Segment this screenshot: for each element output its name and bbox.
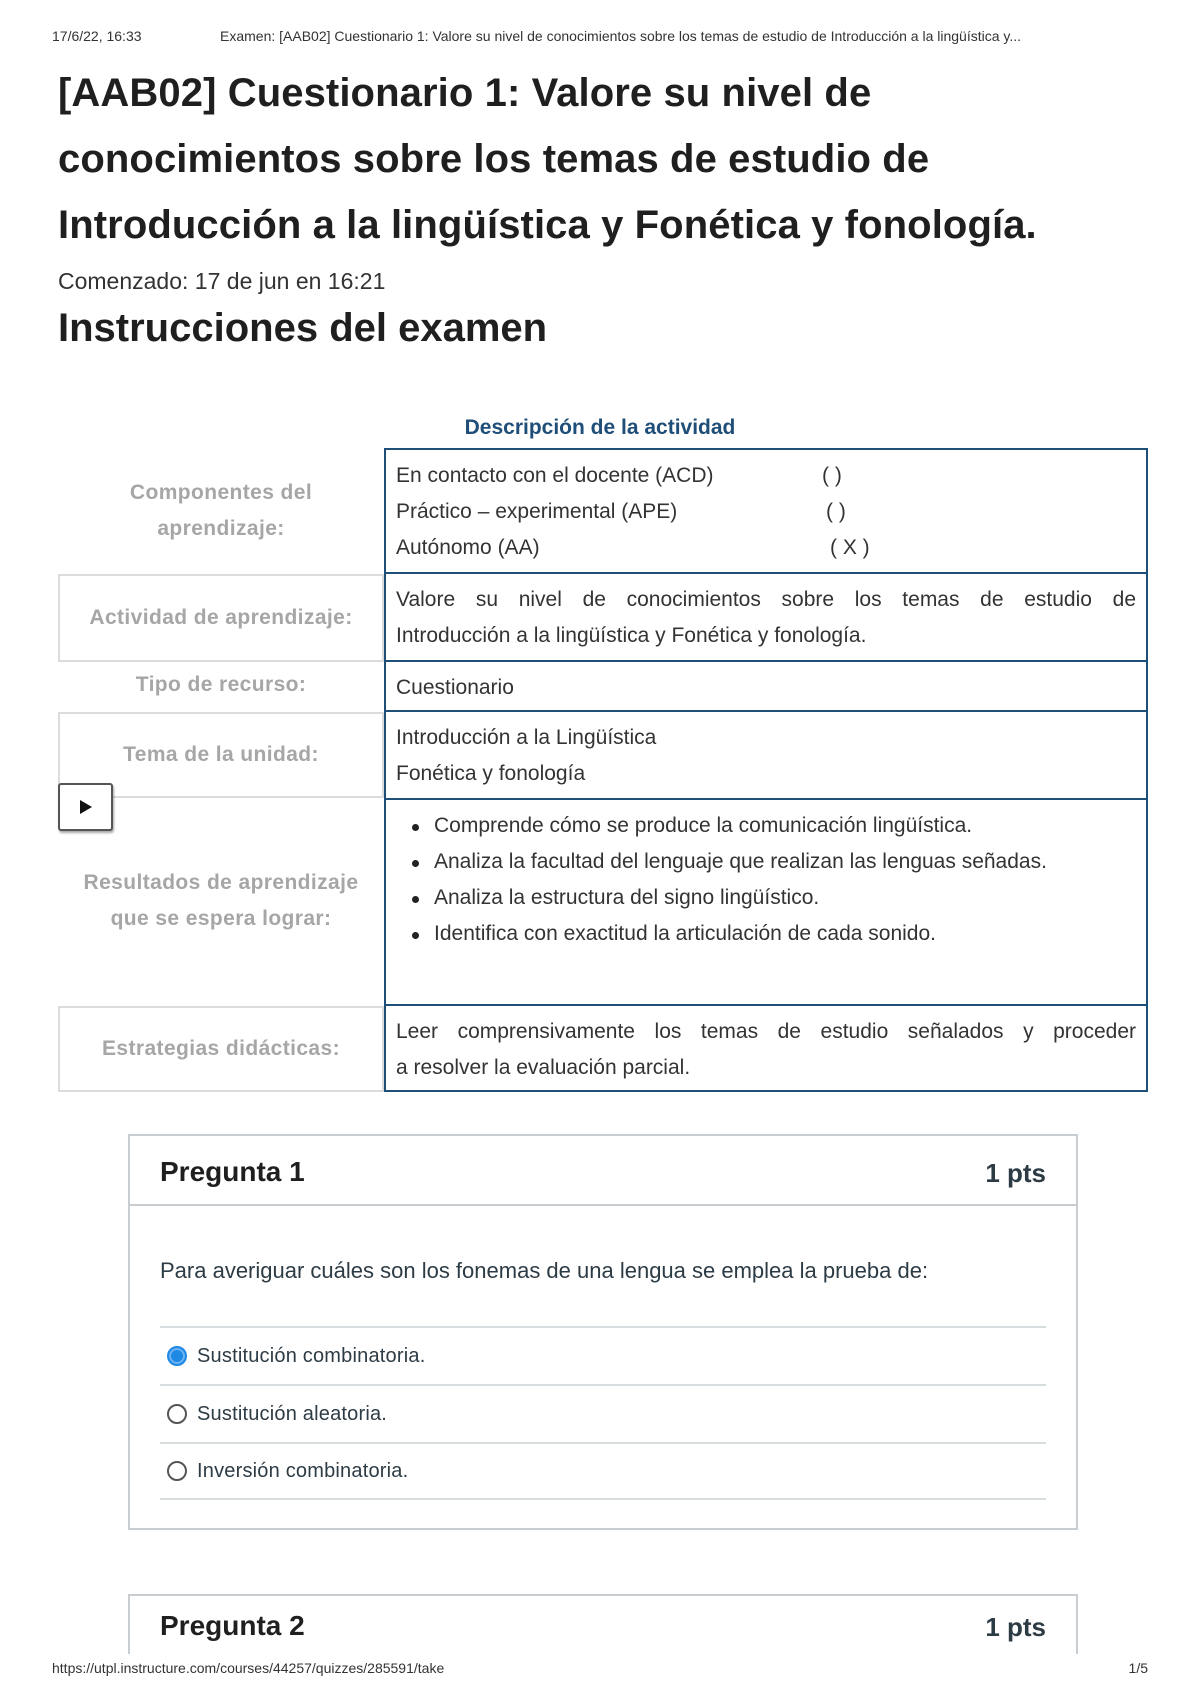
components-label: [58, 448, 384, 574]
quiz-title-line: conocimientos sobre los temas de estudio de: [58, 137, 930, 181]
question-name: Pregunta 2: [160, 1610, 305, 1641]
component-item-mark: ( X ): [830, 536, 870, 559]
list-item: Analiza la estructura del signo lingüístico.: [396, 880, 1136, 916]
unit-topic-line: Introducción a la Lingüística: [396, 726, 657, 749]
answer-label[interactable]: Inversión combinatoria.: [197, 1459, 409, 1482]
component-item-mark: ( ): [822, 464, 842, 487]
strategies-line: a resolver la evaluación parcial.: [396, 1056, 691, 1079]
activity-value-line: Valore su nivel de conocimientos sobre los temas de estudio de: [396, 588, 1136, 611]
play-button[interactable]: [58, 783, 113, 831]
question-points: 1 pts: [985, 1612, 1046, 1642]
instructions-heading: Instrucciones del examen: [58, 306, 548, 350]
question-header: [130, 1596, 1076, 1656]
started-timestamp: Comenzado: 17 de jun en 16:21: [58, 268, 386, 294]
quiz-title-line: Introducción a la lingüística y Fonética y fonología.: [58, 203, 1037, 247]
radio-unselected[interactable]: [167, 1404, 187, 1424]
resource-type-label: Tipo de recurso:: [135, 673, 307, 696]
print-footer: [52, 1660, 1148, 1680]
learning-results-value: [384, 798, 1148, 1006]
component-item: [396, 494, 1136, 530]
component-item-text: Autónomo (AA): [396, 536, 540, 559]
print-header: [52, 28, 1148, 48]
component-item: [396, 458, 1136, 494]
answer-option[interactable]: [160, 1384, 1046, 1442]
print-url: https://utpl.instructure.com/courses/44257/quizzes/285591/take: [52, 1660, 445, 1676]
strategies-label: Estrategias didácticas:: [58, 1006, 384, 1092]
components-value: [384, 448, 1148, 574]
quiz-title-line: [AAB02] Cuestionario 1: Valore su nivel de: [58, 71, 872, 115]
component-item: [396, 530, 1136, 566]
question-points: 1 pts: [985, 1158, 1046, 1188]
answer-label[interactable]: Sustitución aleatoria.: [197, 1402, 388, 1425]
list-item: Identifica con exactitud la articulación de cada sonido.: [396, 916, 1136, 952]
components-label-line: aprendizaje:: [157, 517, 285, 540]
list-item: Analiza la facultad del lenguaje que realizan las lenguas señadas.: [396, 844, 1136, 880]
unit-topic-line: Fonética y fonología: [396, 762, 586, 785]
component-item-text: Práctico – experimental (APE): [396, 500, 678, 523]
answer-label[interactable]: Sustitución combinatoria.: [197, 1344, 426, 1367]
answer-option[interactable]: [160, 1326, 1046, 1384]
strategies-line: Leer comprensivamente los temas de estudio señalados y proceder: [396, 1020, 1136, 1043]
activity-label: Actividad de aprendizaje:: [58, 574, 384, 662]
question-name: Pregunta 1: [160, 1156, 305, 1187]
answer-option[interactable]: [160, 1442, 1046, 1500]
unit-topic-value: [384, 710, 1148, 800]
print-date: 17/6/22, 16:33: [52, 28, 142, 44]
quiz-title: [58, 60, 1158, 258]
activity-value-line: Introducción a la lingüística y Fonética y fonología.: [396, 624, 867, 647]
activity-value: [384, 572, 1148, 662]
radio-unselected[interactable]: [167, 1461, 187, 1481]
question-text: Para averiguar cuáles son los fonemas de una lengua se emplea la prueba de:: [160, 1258, 929, 1283]
play-icon: [79, 799, 93, 815]
learning-results-label-line: que se espera lograr:: [110, 907, 332, 930]
radio-selected[interactable]: [167, 1346, 187, 1366]
learning-results-label-line: Resultados de aprendizaje: [83, 871, 359, 894]
answer-list: [160, 1326, 1046, 1500]
strategies-value: [384, 1004, 1148, 1092]
question-header: [130, 1136, 1076, 1206]
components-label-line: Componentes del: [129, 481, 313, 504]
component-item-text: En contacto con el docente (ACD): [396, 464, 714, 487]
question-card: [128, 1594, 1078, 1654]
learning-results-list: [396, 808, 1136, 952]
component-item-mark: ( ): [826, 500, 846, 523]
resource-type-value: Cuestionario: [384, 660, 1148, 712]
list-item: Comprende cómo se produce la comunicación lingüística.: [396, 808, 1136, 844]
question-card: [128, 1134, 1078, 1530]
print-page-number: 1/5: [1128, 1660, 1148, 1676]
activity-table-caption: Descripción de la actividad: [464, 416, 736, 439]
print-doc-title: Examen: [AAB02] Cuestionario 1: Valore su nivel de conocimientos sobre los temas de estudio de Introducción a la lingüística y...: [220, 28, 1022, 44]
unit-topic-label: Tema de la unidad:: [58, 712, 384, 798]
